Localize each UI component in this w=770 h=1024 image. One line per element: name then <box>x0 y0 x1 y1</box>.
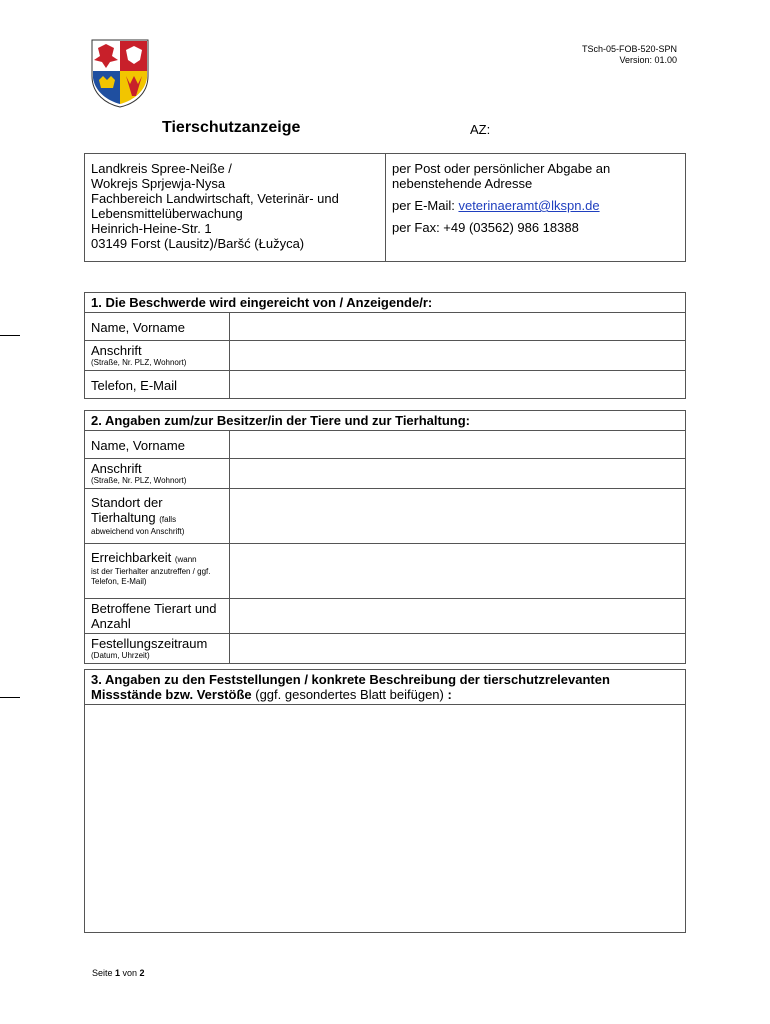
label-hint: (falls <box>159 515 177 524</box>
label-hint: (Straße, Nr. PLZ, Wohnort) <box>91 476 187 485</box>
label-name <box>85 313 230 341</box>
submission-options <box>386 154 686 262</box>
post-option: per Post oder persönlicher Abgabe an nebenstehende Adresse <box>392 161 611 191</box>
label-owner-name <box>85 431 230 459</box>
heading-note: (ggf. gesondertes Blatt beifügen) <box>251 687 444 702</box>
page-title: Tierschutzanzeige <box>162 119 301 136</box>
label-text: Anschrift <box>91 343 142 358</box>
label-period <box>85 634 230 664</box>
recipient-address <box>85 154 386 262</box>
label-hint: abweichend von Anschrift) <box>91 527 185 536</box>
label-text: Festellungszeitraum <box>91 636 208 651</box>
label-animals <box>85 599 230 634</box>
email-prefix: per E-Mail: <box>392 198 459 213</box>
label-text: Telefon, E-Mail <box>91 378 177 393</box>
address-table <box>84 153 686 262</box>
address-line: Heinrich-Heine-Str. 1 <box>91 221 212 236</box>
page-total: 2 <box>139 968 145 978</box>
fold-mark <box>0 335 20 336</box>
label-text: Name, Vorname <box>91 438 185 453</box>
document-code: TSch-05-FOB-520-SPN <box>581 44 677 54</box>
email-link[interactable]: veterinaeramt@lkspn.de <box>458 198 600 213</box>
section-2-table <box>84 410 686 664</box>
input-reachability[interactable] <box>230 544 686 599</box>
fold-mark <box>0 697 20 698</box>
input-owner-name[interactable] <box>230 431 686 459</box>
label-contact <box>85 371 230 399</box>
input-location[interactable] <box>230 489 686 544</box>
label-owner-address <box>85 459 230 489</box>
label-text: Erreichbarkeit <box>91 550 172 565</box>
address-line: Fachbereich Landwirtschaft, Veterinär- und <box>91 191 339 206</box>
input-name[interactable] <box>230 313 686 341</box>
label-location <box>85 489 230 544</box>
heading-end: : <box>443 687 452 702</box>
az-label: AZ: <box>470 122 491 137</box>
input-contact[interactable] <box>230 371 686 399</box>
document-version: Version: 01.00 <box>619 55 677 65</box>
address-line: Landkreis Spree-Neiße / <box>91 161 232 176</box>
email-option <box>392 198 679 213</box>
label-text: Name, Vorname <box>91 320 185 335</box>
address-line: 03149 Forst (Lausitz)/Baršć (Łužyca) <box>91 236 305 251</box>
label-hint: (Straße, Nr. PLZ, Wohnort) <box>91 358 187 367</box>
input-description[interactable] <box>85 705 686 933</box>
label-hint: (wann <box>174 555 197 564</box>
input-owner-address[interactable] <box>230 459 686 489</box>
section-3-table <box>84 669 686 933</box>
section-1-heading: 1. Die Beschwerde wird eingereicht von / Anzeigende/r: <box>85 293 686 313</box>
label-text: Anschrift <box>91 461 142 476</box>
coat-of-arms-logo <box>90 38 150 108</box>
address-line: Wokrejs Sprjewja-Nysa <box>91 176 226 191</box>
label-hint: (Datum, Uhrzeit) <box>91 651 150 660</box>
document-id <box>582 44 677 66</box>
label-hint: ist der Tierhalter anzutreffen / ggf. Telefon, E-Mail) <box>91 567 211 586</box>
label-address <box>85 341 230 371</box>
page-number: 1 <box>115 968 121 978</box>
section-1-table <box>84 292 686 399</box>
input-address[interactable] <box>230 341 686 371</box>
label-text: Betroffene Tierart und Anzahl <box>91 601 217 631</box>
section-3-heading <box>85 670 686 705</box>
section-2-heading: 2. Angaben zum/zur Besitzer/in der Tiere und zur Tierhaltung: <box>85 411 686 431</box>
footer-mid: von <box>120 968 140 978</box>
footer-prefix: Seite <box>92 968 116 978</box>
fax-option: per Fax: +49 (03562) 986 18388 <box>392 220 579 235</box>
heading-bold: 3. Angaben zu den Feststellungen / konkrete Beschreibung der tierschutzrelevanten Missstände bzw. Verstöße <box>91 672 610 702</box>
address-line: Lebensmittelüberwachung <box>91 206 243 221</box>
label-reachability <box>85 544 230 599</box>
input-animals[interactable] <box>230 599 686 634</box>
label-text: Standort der Tierhaltung <box>91 495 163 525</box>
page-footer <box>92 968 145 978</box>
input-period[interactable] <box>230 634 686 664</box>
